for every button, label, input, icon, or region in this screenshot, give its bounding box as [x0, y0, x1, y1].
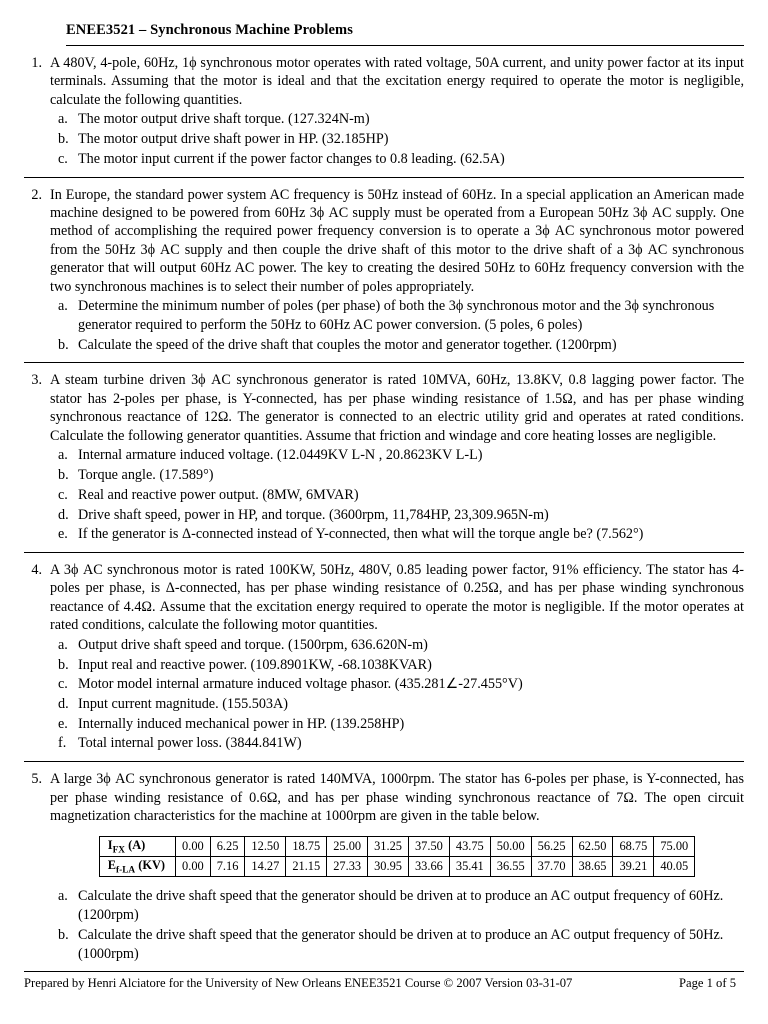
problem-statement: A 480V, 4-pole, 60Hz, 1ϕ synchronous motor operates with rated voltage, 50A current, and unity power factor at its input terminals. Assuming that the motor is ideal and that the excitation energy required to operate the motor is negligible, calculate the following quantities. [50, 55, 744, 108]
problem-number: 2. [31, 186, 42, 203]
problem-number: 3. [31, 372, 42, 389]
problem-statement: A steam turbine driven 3ϕ AC synchronous generator is rated 10MVA, 60Hz, 13.8KV, 0.8 lagging power factor. The stator has 2-poles per phase, is Y-connected, has per phase winding resistance of 1.5Ω, and has per phase winding synchronous reactance of 12Ω. The generator is connected to an electric utility grid and operates at rated conditions. Calculate the following generator quantities. Assume that friction and windage and core heating losses are negligible. [50, 372, 744, 444]
list-item [50, 715, 744, 734]
table-cell: 36.55 [490, 857, 531, 877]
row-header-induced-voltage: $E_{f-LA}$ (KV) [99, 857, 175, 877]
part-text: Internal armature induced voltage. (12.0449KV L-N , 20.8623KV L-L) [78, 447, 483, 464]
table-cell: 27.33 [327, 857, 368, 877]
table-cell: 37.70 [531, 857, 572, 877]
part-text: Output drive shaft speed and torque. (1500rpm, 636.620N-m) [78, 636, 428, 653]
section-divider [24, 552, 744, 553]
list-item [50, 110, 744, 129]
footer-page-number: Page 1 of 5 [678, 976, 736, 991]
table-cell: 14.27 [245, 857, 286, 877]
table-cell: 75.00 [654, 836, 695, 856]
table-cell: 38.65 [572, 857, 613, 877]
table-cell: 40.05 [654, 857, 695, 877]
table-cell: 50.00 [490, 836, 531, 856]
part-label: b. [58, 336, 69, 353]
title-divider [66, 45, 744, 46]
problem-4 [24, 561, 744, 753]
part-label: a. [58, 298, 68, 315]
part-text: The motor output drive shaft torque. (127.324N-m) [78, 111, 370, 128]
problem-3 [24, 371, 744, 543]
part-text: Input real and reactive power. (109.8901KW, -68.1038KVAR) [78, 656, 432, 673]
table-row [99, 857, 694, 877]
list-item [50, 297, 744, 334]
list-item [50, 466, 744, 485]
list-item [50, 336, 744, 355]
part-text: Calculate the drive shaft speed that the generator should be driven at to produce an AC output frequency of 50Hz. (1000rpm) [78, 926, 724, 962]
list-item [50, 525, 744, 544]
part-text: Total internal power loss. (3844.841W) [78, 735, 302, 752]
table-cell: 43.75 [449, 836, 490, 856]
magnetization-table [99, 836, 695, 878]
part-label: a. [58, 636, 68, 653]
table-cell: 12.50 [245, 836, 286, 856]
table-row [99, 836, 694, 856]
problem-statement: In Europe, the standard power system AC frequency is 50Hz instead of 60Hz. In a special application an American made machine designed to be powered from 60Hz 3ϕ AC supply must be operated from a European 50Hz 3ϕ AC supply. One method of accomplishing the required power frequency conversion is to operate a 3ϕ AC synchronous motor powered from the 50Hz 3ϕ AC supply and then couple the drive shaft of this motor to the drive shaft of a 3ϕ AC synchronous generator that will output 60Hz AC power. The key to creating the desired 50Hz to 60Hz frequency conversion with the two synchronous machines is to select their number of poles appropriately. [50, 186, 744, 295]
list-item [50, 130, 744, 149]
table-cell: 18.75 [286, 836, 327, 856]
problem-number: 4. [31, 561, 42, 578]
problem-parts [50, 887, 744, 963]
table-cell: 25.00 [327, 836, 368, 856]
part-label: a. [58, 447, 68, 464]
page-title: ENEE3521 – Synchronous Machine Problems [66, 22, 353, 38]
list-item [50, 734, 744, 753]
section-divider [24, 362, 744, 363]
table-cell: 33.66 [408, 857, 449, 877]
table-cell: 37.50 [408, 836, 449, 856]
part-text: Real and reactive power output. (8MW, 6MVAR) [78, 486, 359, 503]
part-label: e. [58, 715, 68, 732]
list-item [50, 656, 744, 675]
problem-statement: A large 3ϕ AC synchronous generator is rated 140MVA, 1000rpm. The stator has 6-poles per phase, is Y-connected, has per phase winding resistance of 0.6Ω, and has per phase winding synchronous reactance of 7Ω. The open circuit magnetization characteristics for the machine at 1000rpm are given in the table below. [50, 771, 744, 825]
table-cell: 62.50 [572, 836, 613, 856]
table-cell: 7.16 [210, 857, 245, 877]
table-cell: 0.00 [176, 836, 211, 856]
part-text: Calculate the speed of the drive shaft that couples the motor and generator together. (1200rpm) [78, 336, 617, 353]
problem-parts [50, 110, 744, 168]
problem-number: 1. [31, 55, 42, 71]
part-text: Calculate the drive shaft speed that the generator should be driven at to produce an AC output frequency of 60Hz. (1200rpm) [78, 888, 724, 924]
part-label: b. [58, 467, 69, 484]
table-cell: 30.95 [368, 857, 409, 877]
problem-5 [24, 770, 744, 963]
part-label: b. [58, 926, 69, 943]
problem-parts [50, 446, 744, 544]
part-label: a. [58, 888, 68, 905]
part-text: The motor output drive shaft power in HP. (32.185HP) [78, 131, 389, 148]
row-header-field-current: $I_{FX}$ (A) [99, 836, 175, 856]
list-item [50, 926, 744, 963]
problem-1 [24, 54, 744, 169]
list-item [50, 506, 744, 525]
table-cell: 68.75 [613, 836, 654, 856]
list-item [50, 636, 744, 655]
part-label: d. [58, 695, 69, 712]
table-cell: 31.25 [368, 836, 409, 856]
part-label: e. [58, 526, 68, 543]
table-cell: 39.21 [613, 857, 654, 877]
table-cell: 56.25 [531, 836, 572, 856]
table-cell: 6.25 [210, 836, 245, 856]
part-text: If the generator is Δ-connected instead of Y-connected, then what will the torque angle be? (7.562°) [78, 526, 644, 543]
part-text: Input current magnitude. (155.503A) [78, 695, 288, 712]
part-text: Internally induced mechanical power in HP. (139.258HP) [78, 715, 405, 732]
list-item [50, 486, 744, 505]
part-label: c. [58, 676, 68, 693]
list-item [50, 446, 744, 465]
part-text: Determine the minimum number of poles (per phase) of both the 3ϕ synchronous motor and the 3ϕ synchronous generator required to perform the 50Hz to 60Hz AC power conversion. (5 poles, 6 poles) [78, 298, 715, 334]
list-item [50, 887, 744, 924]
problem-parts [50, 297, 744, 354]
section-divider [24, 177, 744, 178]
list-item [50, 150, 744, 169]
footer-attribution: Prepared by Henri Alciatore for the University of New Orleans ENEE3521 Course © 2007 Version 03-31-07 [24, 976, 573, 991]
part-text: Drive shaft speed, power in HP, and torque. (3600rpm, 11,784HP, 23,309.965N-m) [78, 506, 549, 523]
part-label: c. [58, 486, 68, 503]
part-text: The motor input current if the power factor changes to 0.8 leading. (62.5A) [78, 150, 505, 167]
part-label: b. [58, 131, 69, 148]
part-label: d. [58, 506, 69, 523]
part-label: b. [58, 656, 69, 673]
page-footer [24, 971, 744, 991]
problem-number: 5. [31, 771, 42, 788]
problem-parts [50, 636, 744, 753]
problem-statement: A 3ϕ AC synchronous motor is rated 100KW, 50Hz, 480V, 0.85 leading power factor, 91% efficiency. The stator has 4-poles per phase, is Δ-connected, has per phase winding resistance of 0.25Ω, and has per phase winding synchronous reactance of 4.4Ω. Assume that the excitation energy required to operate the motor is negligible. If the motor operates at rated conditions, calculate the following motor quantities. [50, 561, 744, 634]
list-item [50, 675, 744, 694]
table-cell: 35.41 [449, 857, 490, 877]
section-divider [24, 761, 744, 762]
part-label: f. [58, 735, 67, 752]
part-label: a. [58, 111, 68, 128]
part-label: c. [58, 150, 68, 167]
table-cell: 21.15 [286, 857, 327, 877]
problem-2 [24, 186, 744, 355]
part-text: Torque angle. (17.589°) [78, 467, 214, 484]
list-item [50, 695, 744, 714]
table-cell: 0.00 [176, 857, 211, 877]
part-text: Motor model internal armature induced voltage phasor. (435.281∠-27.455°V) [78, 676, 523, 693]
